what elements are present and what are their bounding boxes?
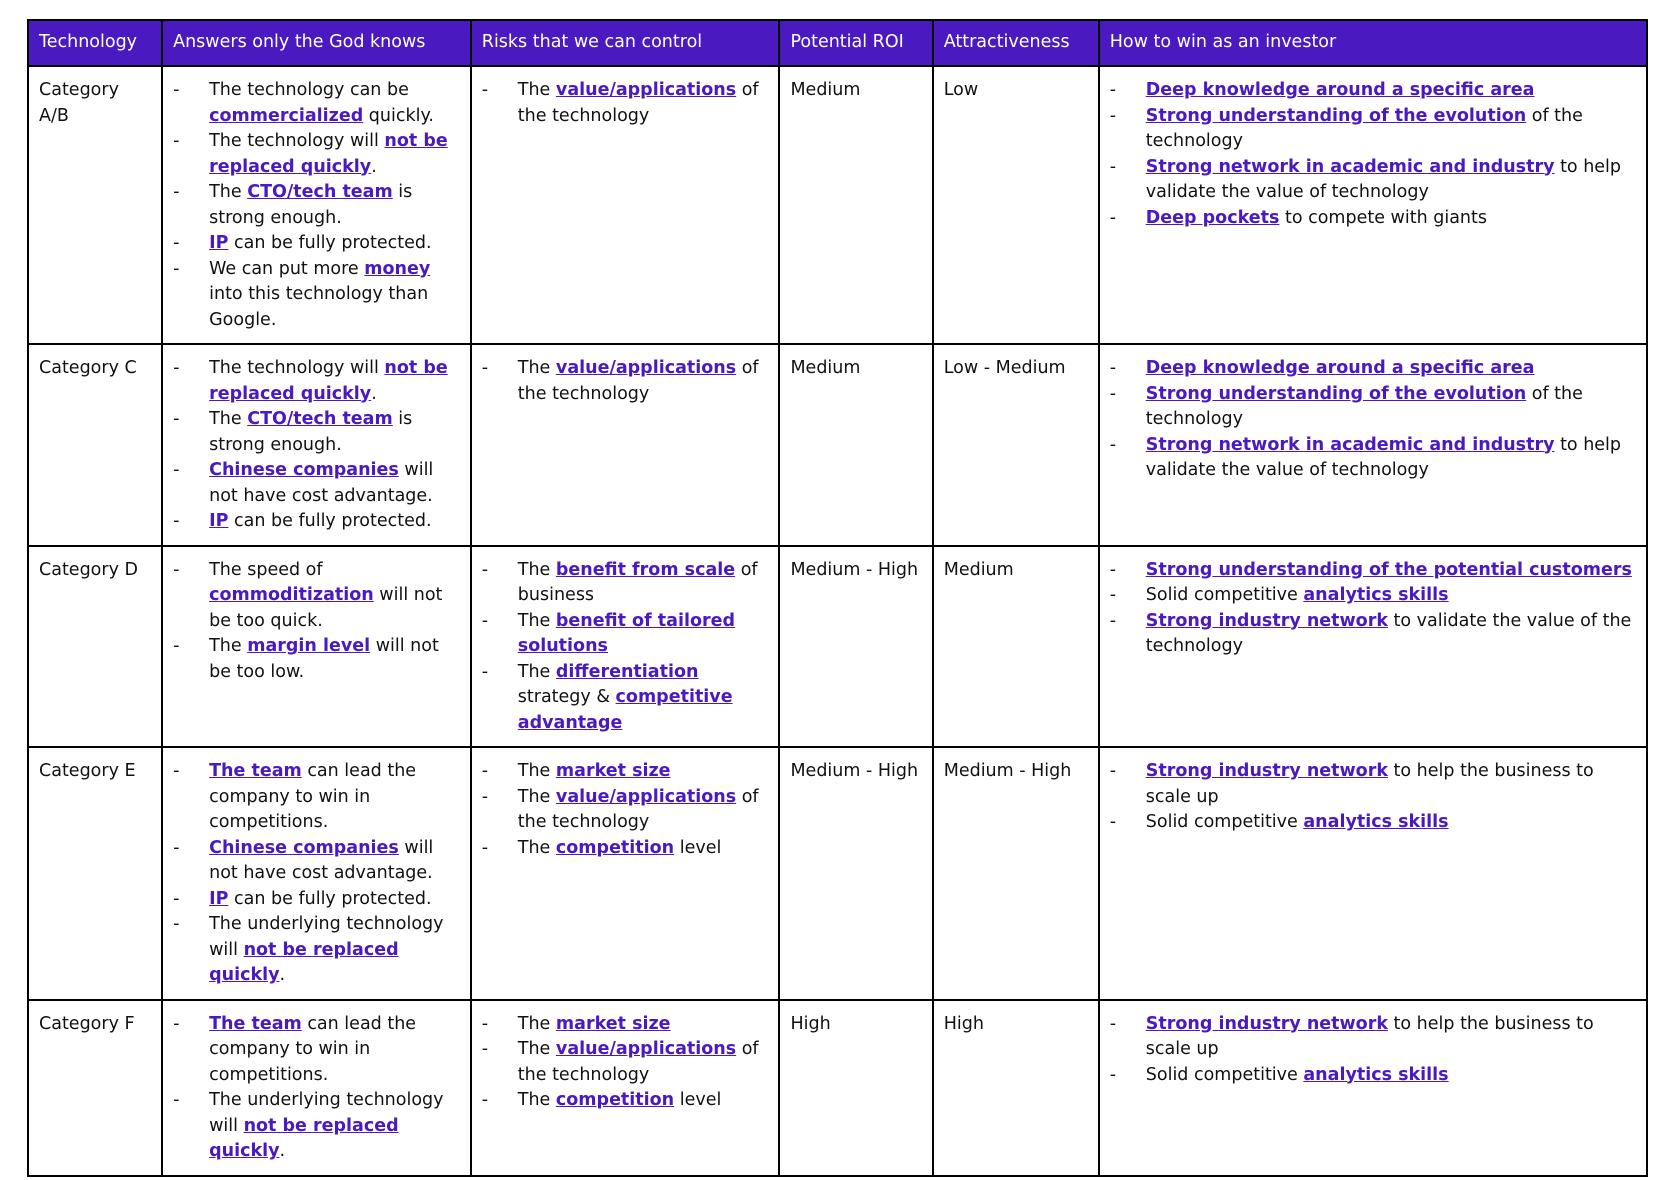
text-link[interactable]: market size xyxy=(555,761,671,781)
bullet-text: quickly. xyxy=(363,105,434,126)
risks-cell xyxy=(471,66,780,344)
bullet-item xyxy=(1110,558,1637,584)
table-row xyxy=(28,344,1647,546)
bullet-item xyxy=(173,912,461,989)
bullet-dash: - xyxy=(1109,156,1117,177)
table-row xyxy=(28,66,1647,344)
bullet-dash: - xyxy=(1109,358,1117,378)
bullet-dash: - xyxy=(481,1090,489,1110)
text-link[interactable]: benefit from scale xyxy=(555,559,736,580)
text-link[interactable]: value/applications xyxy=(555,80,737,100)
bullet-text: The technology will xyxy=(209,131,385,151)
header-technology: Technology xyxy=(28,20,162,66)
bullet-item xyxy=(173,458,461,509)
how-to-win-list xyxy=(1110,759,1637,836)
bullet-text: is strong enough. xyxy=(209,182,413,228)
risks-cell xyxy=(471,747,780,1000)
bullet-text: to help the business to scale up xyxy=(1145,1013,1594,1059)
bullet-text: to help validate the value of technology xyxy=(1145,156,1622,202)
text-link[interactable]: value/applications xyxy=(555,786,737,807)
bullet-text: can lead the company to win in competitions. xyxy=(209,1013,417,1085)
bullet-dash: - xyxy=(1109,585,1117,605)
bullet-text: The xyxy=(517,559,556,580)
bullet-text: into this technology than Google. xyxy=(209,284,429,330)
header-how-to-win: How to win as an investor xyxy=(1099,20,1647,66)
bullet-dash: - xyxy=(481,761,489,781)
header-attractiveness: Attractiveness xyxy=(933,20,1099,66)
bullet-dash: - xyxy=(481,559,489,580)
bullet-text: . xyxy=(279,965,286,985)
technology-cell: Category F xyxy=(28,1000,162,1176)
bullet-dash: - xyxy=(481,661,489,682)
text-link[interactable]: competitive advantage xyxy=(517,687,733,733)
bullet-item xyxy=(482,660,770,737)
text-link[interactable]: Strong understanding of the evolution xyxy=(1145,105,1527,126)
roi-cell: High xyxy=(779,1000,932,1176)
bullet-text: The xyxy=(517,786,556,807)
text-link[interactable]: not be replaced quickly xyxy=(209,131,448,177)
bullet-dash: - xyxy=(173,131,180,151)
bullet-dash: - xyxy=(173,1013,180,1034)
bullet-dash: - xyxy=(1109,1013,1117,1034)
god-knows-list xyxy=(173,558,461,686)
god-knows-cell xyxy=(162,344,471,546)
table-row xyxy=(28,1000,1647,1176)
text-link[interactable]: Deep knowledge around a specific area xyxy=(1145,80,1535,100)
technology-investment-table xyxy=(27,19,1648,1177)
text-link[interactable]: value/applications xyxy=(555,358,737,378)
bullet-text: of the technology xyxy=(517,1039,759,1085)
bullet-text: The xyxy=(209,182,248,202)
bullet-dash: - xyxy=(481,1013,489,1034)
text-link[interactable]: competition xyxy=(555,837,675,858)
text-link[interactable]: market size xyxy=(555,1013,671,1034)
bullet-text: of the technology xyxy=(1145,383,1583,429)
bullet-dash: - xyxy=(173,258,180,279)
bullet-text: of the technology xyxy=(517,358,759,404)
text-link[interactable]: Strong network in academic and industry xyxy=(1145,156,1555,177)
bullet-item xyxy=(173,759,461,836)
bullet-item xyxy=(482,356,770,407)
bullet-item xyxy=(1110,1012,1637,1063)
bullet-item xyxy=(173,558,461,635)
bullet-item xyxy=(1110,810,1637,836)
god-knows-cell xyxy=(162,66,471,344)
bullet-text: The xyxy=(517,1090,556,1110)
bullet-text: Solid competitive xyxy=(1145,812,1304,832)
how-to-win-cell xyxy=(1099,344,1647,546)
bullet-text: Solid competitive xyxy=(1145,585,1304,605)
text-link[interactable]: IP xyxy=(209,511,229,531)
how-to-win-list xyxy=(1110,1012,1637,1089)
bullet-dash: - xyxy=(1109,207,1117,228)
table-header xyxy=(28,20,1647,66)
text-link[interactable]: Strong industry network xyxy=(1145,1013,1388,1034)
how-to-win-cell xyxy=(1099,546,1647,748)
bullet-text: The xyxy=(517,80,556,100)
bullet-dash: - xyxy=(173,636,180,656)
bullet-text: can be fully protected. xyxy=(228,233,432,253)
bullet-dash: - xyxy=(173,837,180,858)
bullet-item xyxy=(173,78,461,129)
bullet-item xyxy=(482,1012,770,1038)
bullet-dash: - xyxy=(173,409,180,429)
roi-cell: Medium - High xyxy=(779,747,932,1000)
bullet-text: The speed of xyxy=(209,559,323,580)
bullet-text: The underlying technology will xyxy=(209,1090,444,1136)
god-knows-cell xyxy=(162,546,471,748)
bullet-dash: - xyxy=(173,1090,180,1110)
text-link[interactable]: The team xyxy=(209,761,302,781)
text-link[interactable]: Chinese companies xyxy=(209,837,399,858)
bullet-dash: - xyxy=(481,358,489,378)
bullet-dash: - xyxy=(1109,383,1117,404)
bullet-text: The xyxy=(517,1039,556,1059)
bullet-item xyxy=(1110,433,1637,484)
text-link[interactable]: Strong understanding of the potential customers xyxy=(1145,559,1632,580)
bullet-item xyxy=(1110,583,1637,609)
bullet-text: Solid competitive xyxy=(1145,1064,1304,1085)
god-knows-cell xyxy=(162,1000,471,1176)
bullet-item xyxy=(1110,155,1637,206)
text-link[interactable]: The team xyxy=(209,1013,302,1034)
text-link[interactable]: Strong industry network xyxy=(1145,761,1388,781)
text-link[interactable]: analytics skills xyxy=(1303,585,1449,605)
text-link[interactable]: not be replaced quickly xyxy=(209,1115,399,1161)
bullet-dash: - xyxy=(173,761,180,781)
header-potential-roi: Potential ROI xyxy=(779,20,932,66)
bullet-dash: - xyxy=(173,460,180,480)
how-to-win-list xyxy=(1110,78,1637,231)
text-link[interactable]: CTO/tech team xyxy=(247,182,393,202)
text-link[interactable]: margin level xyxy=(247,636,371,656)
text-link[interactable]: not be replaced quickly xyxy=(209,939,399,985)
text-link[interactable]: IP xyxy=(209,233,229,253)
bullet-text: level xyxy=(674,1090,722,1110)
bullet-text: The technology can be xyxy=(209,80,409,100)
bullet-text: of business xyxy=(517,559,758,605)
risks-list xyxy=(482,78,770,129)
text-link[interactable]: competition xyxy=(555,1090,675,1110)
bullet-dash: - xyxy=(1109,80,1117,100)
bullet-dash: - xyxy=(1109,434,1117,455)
bullet-text: will not be too low. xyxy=(209,636,439,682)
text-link[interactable]: Strong industry network xyxy=(1145,610,1388,631)
bullet-item xyxy=(173,1012,461,1089)
text-link[interactable]: Strong network in academic and industry xyxy=(1145,434,1555,455)
bullet-text: of the technology xyxy=(1145,105,1583,151)
bullet-item xyxy=(173,231,461,257)
bullet-item xyxy=(1110,78,1637,104)
bullet-dash: - xyxy=(1109,761,1117,781)
bullet-text: to compete with giants xyxy=(1279,207,1487,228)
text-link[interactable]: analytics skills xyxy=(1303,812,1449,832)
bullet-dash: - xyxy=(1109,559,1117,580)
attractiveness-cell: Low - Medium xyxy=(933,344,1099,546)
how-to-win-cell xyxy=(1099,747,1647,1000)
bullet-dash: - xyxy=(173,80,180,100)
bullet-item xyxy=(173,407,461,458)
text-link[interactable]: value/applications xyxy=(555,1039,737,1059)
bullet-dash: - xyxy=(1109,812,1117,832)
bullet-text: will not be too quick. xyxy=(209,585,443,631)
bullet-item xyxy=(1110,1063,1637,1089)
bullet-text: The xyxy=(209,409,248,429)
text-link[interactable]: differentiation xyxy=(555,661,699,682)
table-body xyxy=(28,66,1647,1176)
roi-cell: Medium - High xyxy=(779,546,932,748)
technology-cell: Category A/B xyxy=(28,66,162,344)
bullet-text: . xyxy=(279,1141,286,1161)
roi-cell: Medium xyxy=(779,66,932,344)
bullet-item xyxy=(482,558,770,609)
god-knows-list xyxy=(173,759,461,989)
bullet-item xyxy=(482,1037,770,1088)
roi-cell: Medium xyxy=(779,344,932,546)
bullet-item xyxy=(173,509,461,535)
bullet-item xyxy=(482,1088,770,1114)
bullet-text: will not have cost advantage. xyxy=(209,460,434,506)
bullet-dash: - xyxy=(481,786,489,807)
bullet-item xyxy=(173,257,461,334)
bullet-item xyxy=(173,129,461,180)
bullet-text: will not have cost advantage. xyxy=(209,837,434,883)
technology-cell: Category D xyxy=(28,546,162,748)
bullet-text: The xyxy=(517,610,556,631)
bullet-text: We can put more xyxy=(209,258,365,279)
technology-cell: Category E xyxy=(28,747,162,1000)
how-to-win-list xyxy=(1110,356,1637,484)
bullet-dash: - xyxy=(173,358,180,378)
bullet-text: can lead the company to win in competitions. xyxy=(209,761,417,832)
bullet-item xyxy=(482,78,770,129)
bullet-text: The xyxy=(517,837,556,858)
bullet-dash: - xyxy=(481,1039,489,1059)
bullet-dash: - xyxy=(1109,1064,1117,1085)
bullet-item xyxy=(173,180,461,231)
bullet-text: The xyxy=(517,358,556,378)
bullet-dash: - xyxy=(481,610,489,631)
risks-list xyxy=(482,1012,770,1114)
text-link[interactable]: not be replaced quickly xyxy=(209,358,448,404)
bullet-text: The underlying technology will xyxy=(209,914,444,960)
bullet-text: level xyxy=(674,837,722,858)
header-row xyxy=(28,20,1647,66)
bullet-dash: - xyxy=(173,233,180,253)
bullet-text: The technology will xyxy=(209,358,385,378)
bullet-text: The xyxy=(209,636,248,656)
bullet-item xyxy=(482,785,770,836)
bullet-item xyxy=(482,609,770,660)
bullet-text: The xyxy=(517,661,556,682)
bullet-dash: - xyxy=(481,80,489,100)
how-to-win-list xyxy=(1110,558,1637,660)
bullet-text: to help the business to scale up xyxy=(1145,761,1594,807)
text-link[interactable]: Strong understanding of the evolution xyxy=(1145,383,1527,404)
attractiveness-cell: Medium xyxy=(933,546,1099,748)
bullet-text: The xyxy=(517,1013,556,1034)
bullet-dash: - xyxy=(173,511,180,531)
header-answers-only-god-knows: Answers only the God knows xyxy=(162,20,471,66)
text-link[interactable]: commercialized xyxy=(209,105,364,126)
bullet-dash: - xyxy=(173,914,180,934)
technology-cell: Category C xyxy=(28,344,162,546)
bullet-text: strategy & xyxy=(517,687,616,707)
risks-list xyxy=(482,759,770,861)
text-link[interactable]: analytics skills xyxy=(1303,1064,1449,1085)
bullet-text: of the technology xyxy=(517,786,759,832)
risks-cell xyxy=(471,344,780,546)
text-link[interactable]: Deep knowledge around a specific area xyxy=(1145,358,1535,378)
bullet-item xyxy=(1110,382,1637,433)
bullet-item xyxy=(1110,206,1637,232)
text-link[interactable]: money xyxy=(364,258,431,279)
risks-list xyxy=(482,558,770,737)
text-link[interactable]: Chinese companies xyxy=(209,460,399,480)
god-knows-list xyxy=(173,1012,461,1165)
bullet-text: . xyxy=(371,156,377,177)
bullet-dash: - xyxy=(173,888,180,909)
bullet-dash: - xyxy=(1109,610,1117,631)
bullet-dash: - xyxy=(1109,105,1117,126)
bullet-text: of the technology xyxy=(517,80,759,126)
how-to-win-cell xyxy=(1099,66,1647,344)
bullet-item xyxy=(1110,104,1637,155)
text-link[interactable]: CTO/tech team xyxy=(247,409,393,429)
god-knows-list xyxy=(173,356,461,535)
bullet-item xyxy=(173,887,461,913)
bullet-item xyxy=(1110,759,1637,810)
bullet-dash: - xyxy=(173,559,180,580)
bullet-text: is strong enough. xyxy=(209,409,413,455)
attractiveness-cell: Medium - High xyxy=(933,747,1099,1000)
how-to-win-cell xyxy=(1099,1000,1647,1176)
god-knows-cell xyxy=(162,747,471,1000)
bullet-text: can be fully protected. xyxy=(228,511,432,531)
bullet-item xyxy=(482,836,770,862)
risks-cell xyxy=(471,1000,780,1176)
bullet-item xyxy=(173,836,461,887)
bullet-item xyxy=(1110,356,1637,382)
bullet-text: . xyxy=(371,383,377,404)
bullet-item xyxy=(1110,609,1637,660)
text-link[interactable]: IP xyxy=(209,888,229,909)
text-link[interactable]: commoditization xyxy=(209,585,374,605)
bullet-item xyxy=(173,356,461,407)
risks-cell xyxy=(471,546,780,748)
risks-list xyxy=(482,356,770,407)
header-risks-we-can-control: Risks that we can control xyxy=(471,20,780,66)
bullet-dash: - xyxy=(481,837,489,858)
bullet-text: can be fully protected. xyxy=(228,888,432,909)
bullet-item xyxy=(173,1088,461,1165)
bullet-dash: - xyxy=(173,182,180,202)
table-row xyxy=(28,747,1647,1000)
bullet-item xyxy=(482,759,770,785)
bullet-text: to validate the value of the technology xyxy=(1145,610,1632,656)
text-link[interactable]: Deep pockets xyxy=(1145,207,1280,228)
text-link[interactable]: benefit of tailored solutions xyxy=(517,610,736,656)
attractiveness-cell: Low xyxy=(933,66,1099,344)
god-knows-list xyxy=(173,78,461,333)
table-row xyxy=(28,546,1647,748)
bullet-item xyxy=(173,634,461,685)
attractiveness-cell: High xyxy=(933,1000,1099,1176)
bullet-text: The xyxy=(517,761,556,781)
bullet-text: to help validate the value of technology xyxy=(1145,434,1622,480)
